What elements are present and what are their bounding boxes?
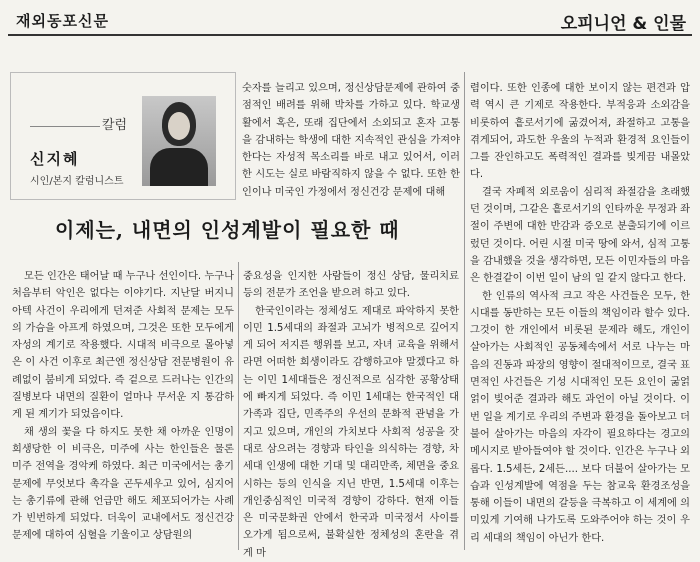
column-divider: [238, 262, 239, 550]
section-name: 오피니언 & 인물: [560, 14, 686, 34]
page-header: [0, 0, 700, 36]
paragraph: 결국 자폐적 외로움이 심리적 좌절감을 초래했던 것이며, 그같은 흩로서기의 인타까운 무정과 좌절이 주변에 대한 반감과 증오로 분출되기에 이르렀던 것이다. 어린 시절 미국 땅에 와서, 심적 고통을 감내했을 것을 생각하면, 모든 이민자들의 마음은 한결같이 이번 일이 남의 일 같지 않다고 한다.: [470, 186, 690, 285]
article-col2: [470, 80, 690, 547]
paragraph: 중요성을 인지한 사람들이 정신 상담, 물리치료 등의 전문가 조언을 받으려 하고 있다.: [243, 271, 459, 300]
paragraph: 한 인류의 역사적 크고 작은 사건들은 모두, 한 시대를 동반하는 모든 이들의 책임이라 할수 있다. 그것이 한 개인에서 비롯된 문제라 해도, 개인이 살아가는 사회적인 공동체속에서 서로 나누는 마음의 진동과 파장의 영향이 절대적이므로, 결국 표면적인 사건들은 기성 시대적인 모든 요인이 굶얽얽이 빚어준 결과라 해도 과언이 아닐 것이다. 이번 일을 계기로 우리의 주변과 환경을 돌아보고 더불어 살아가는 마음의 자각이 필요하다는 경고의 메시지로 받아들여야 할 것이다. 인간은 누구나 외롭다. 1.5세든, 2세든.... 보다 더불어 살아가는 모습과 인성계발에 역점을 두는 참교육 환경조성을 통해 이들이 내면의 갈등을 극복하고 이 세계에 의미있게 기여해 나가도록 도와주어야 하는 것이 우리 세대의 책임이 아닌가 한다.: [470, 290, 690, 544]
author-title: 시인/본지 칼럼니스트: [30, 176, 124, 187]
column-divider: [464, 72, 465, 550]
photo-face: [168, 112, 190, 140]
article-col1-top: [242, 80, 460, 201]
article-col3: [12, 268, 234, 545]
photo-body: [150, 148, 208, 186]
paragraph: 숫자를 늘리고 있으며, 정신상담문제에 관하여 중점적인 배려를 위해 박차를 가하고 있다. 학교생활에서 혹은, 또래 집단에서 소외되고 혼자 고통을 감내하는 학생에 대한 지속적인 관심을 가져야 한다는 자성적 목소리를 바로 내고 있어서, 이러한 시도는 실로 바람직하지 않을 수 없다. 또한 한인이나 미국인 가정에서 정신건강 문제에 대해: [242, 83, 460, 198]
paragraph: 렴이다. 또한 인종에 대한 보이지 않는 편견과 압력 역시 큰 기제로 작용한다. 부적응과 소외감을 비롯하여 흩로서기에 굶겼어져, 좌절하고 고통을 겪게되어, 과도한 우울의 누적과 환경적 요인들이 그를 잔인하고도 폭력적인 결과를 빚게끔 내몰았다.: [470, 83, 690, 181]
article-col4: [243, 268, 459, 562]
author-photo: [142, 96, 216, 186]
paragraph: 한국인이라는 정체성도 제대로 파악하지 못한 이민 1.5세대의 좌절과 고뇌가 병적으로 깊어지게 되어 저지른 행위를 보고, 자녀 교육을 위해서라면 어떠한 희생이라도 감행하고야 말겠다고 하는 이민 1세대들은 정신적으로 심각한 공황상태에 빠지게 되었다. 즉 이민 1세대는 한국적인 대가족과 집단, 민족주의 우선의 문화적 관념을 가지고 있으며, 개인의 가치보다 사회적 성공을 잣대로 삼으려는 경향과 타인을 의식하는 경향, 차세대 인생에 대한 기대 및 대리만족, 체면을 중요시하는 등의 인식을 지닌 반면, 1.5세대 이후는 개인중심적인 미국적 경향이 강하다. 현재 이들은 미국문화권 안에서 한국과 미국정서 사이를 오가게 됨으로써, 불확실한 정체성의 혼란을 겪게 마: [243, 305, 459, 559]
author-name: 신지혜: [30, 150, 80, 168]
paragraph: 모든 인간은 태어날 때 누구나 선인이다. 누구나 처음부터 악인은 없다는 이야기다. 지난달 버지니아텍 사건이 우리에게 던져준 사회적 문제는 모두의 가슴을 아프게 하였으며, 그것은 또한 모두에게 자성의 계기로 작용했다. 시대적 비극으로 몰아넣은 이 사건 이후로 최근엔 정신상담 전문병원이 유례없이 붐비게 되었다. 즉 겉으로 드러나는 인간의 질병보다 내면의 질환이 얼마나 무서운 지 통감하게 된 계기가 되었음이다.: [12, 271, 234, 421]
headline: 이제는, 내면의 인성계발이 필요한 때: [55, 218, 400, 242]
column-label: 칼럼: [102, 118, 128, 133]
paragraph: 채 생의 꽃을 다 하지도 못한 채 아까운 인명이 희생당한 이 비극은, 미주에 사는 한인들은 물론 미주 전역을 경악케 하였다. 최근 미국에서는 총기문제에 무엇보다 촉각을 곤두세우고 있어, 심지어는 총기류에 관해 언급만 해도 체포되어가는 사례가 빈번하게 되었다. 더욱이 교내에서도 정신건강문제에 대하여 심혈을 기울이고 상담원의: [12, 426, 234, 542]
header-rule: [8, 34, 692, 36]
column-label-line: [30, 126, 100, 127]
paper-name: 재외동포신문: [16, 12, 109, 30]
